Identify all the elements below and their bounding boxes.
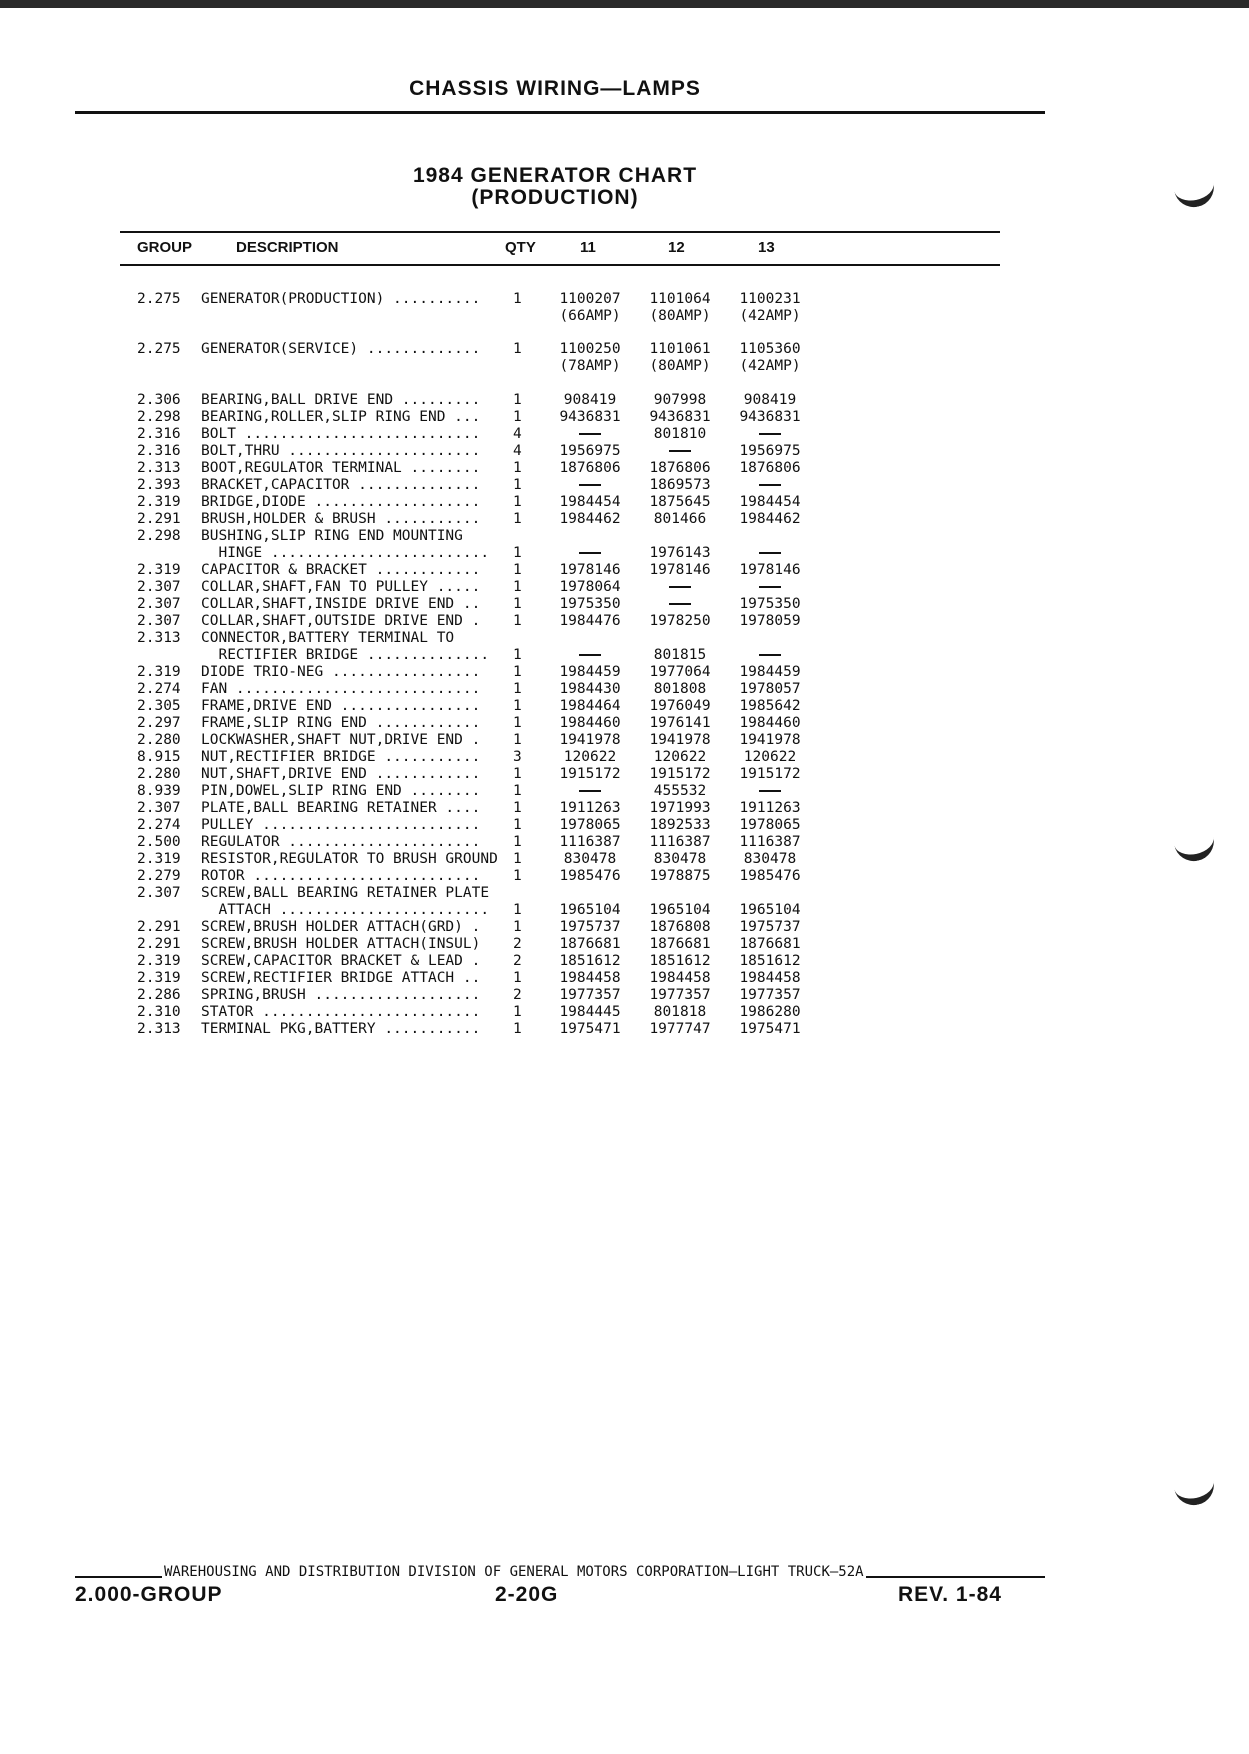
not-applicable-dash: [579, 433, 601, 435]
part-number-13: 120622: [743, 749, 797, 765]
part-description: COLLAR,SHAFT,INSIDE DRIVE END ..: [201, 596, 481, 612]
part-number-11: 1984476: [559, 613, 621, 629]
quantity: 1: [513, 596, 522, 612]
part-number-12: 1876681: [649, 936, 711, 952]
part-number-11: 1915172: [559, 766, 621, 782]
part-number-11: 1116387: [559, 834, 621, 850]
group-number: 8.915: [137, 749, 181, 765]
section-title-rule: [75, 111, 1045, 114]
part-number-13: 1985642: [739, 698, 801, 714]
quantity: 1: [513, 291, 522, 307]
part-number-12: 801808: [653, 681, 707, 697]
quantity: 1: [513, 545, 522, 561]
part-number-12: 830478: [653, 851, 707, 867]
group-number: 2.275: [137, 291, 181, 307]
quantity: 1: [513, 392, 522, 408]
part-number-12: [635, 443, 725, 460]
group-number: 2.316: [137, 426, 181, 442]
part-description: GENERATOR(PRODUCTION) ..........: [201, 291, 481, 307]
quantity: 1: [513, 834, 522, 850]
part-number-12: (80AMP): [649, 358, 711, 374]
part-number-11: [545, 426, 635, 443]
part-number-13: 1116387: [739, 834, 801, 850]
part-number-13: 1100231: [739, 291, 801, 307]
part-number-12: 1976143: [649, 545, 711, 561]
part-number-11: 1100250: [559, 341, 621, 357]
part-number-11: 1984454: [559, 494, 621, 510]
part-description: FAN ............................: [201, 681, 481, 697]
part-description: NUT,SHAFT,DRIVE END ............: [201, 766, 481, 782]
part-number-11: 1984464: [559, 698, 621, 714]
group-number: 2.319: [137, 953, 181, 969]
part-number-11: 120622: [563, 749, 617, 765]
part-number-13: 1975471: [739, 1021, 801, 1037]
quantity: 1: [513, 715, 522, 731]
group-number: 2.313: [137, 460, 181, 476]
group-number: 2.280: [137, 732, 181, 748]
part-number-12: 455532: [653, 783, 707, 799]
quantity: 3: [513, 749, 522, 765]
quantity: 1: [513, 562, 522, 578]
part-number-11: 1978064: [559, 579, 621, 595]
part-number-12: [635, 579, 725, 596]
part-number-13: 1984458: [739, 970, 801, 986]
group-number: 2.274: [137, 817, 181, 833]
quantity: 1: [513, 1004, 522, 1020]
part-number-12: 907998: [653, 392, 707, 408]
part-number-11: 1876806: [559, 460, 621, 476]
footer-revision: REV. 1-84: [898, 1583, 1002, 1606]
part-number-11: 1911263: [559, 800, 621, 816]
quantity: 1: [513, 409, 522, 425]
part-number-12: 1971993: [649, 800, 711, 816]
part-description: CAPACITOR & BRACKET ............: [201, 562, 481, 578]
not-applicable-dash: [759, 552, 781, 554]
not-applicable-dash: [579, 484, 601, 486]
quantity: 1: [513, 664, 522, 680]
quantity: 1: [513, 732, 522, 748]
part-number-12: 1976141: [649, 715, 711, 731]
part-number-11: 1978065: [559, 817, 621, 833]
not-applicable-dash: [669, 586, 691, 588]
part-description: GENERATOR(SERVICE) .............: [201, 341, 481, 357]
not-applicable-dash: [579, 790, 601, 792]
part-number-12: 801818: [653, 1004, 707, 1020]
binder-hole-mark-bottom: [1172, 1472, 1217, 1509]
group-number: 2.310: [137, 1004, 181, 1020]
part-number-13: 1851612: [739, 953, 801, 969]
part-number-13: [725, 579, 815, 596]
binder-hole-mark-top: [1172, 174, 1217, 211]
group-number: 2.316: [137, 443, 181, 459]
part-number-13: [725, 783, 815, 800]
part-number-13: 9436831: [739, 409, 801, 425]
not-applicable-dash: [579, 654, 601, 656]
part-number-12: 1977357: [649, 987, 711, 1003]
part-number-11: 908419: [563, 392, 617, 408]
part-description: SCREW,BRUSH HOLDER ATTACH(INSUL): [201, 936, 481, 952]
part-number-11: 1984460: [559, 715, 621, 731]
part-description: COLLAR,SHAFT,FAN TO PULLEY .....: [201, 579, 481, 595]
group-number: 8.939: [137, 783, 181, 799]
group-number: 2.291: [137, 936, 181, 952]
group-number: 2.275: [137, 341, 181, 357]
part-description: RESISTOR,REGULATOR TO BRUSH GROUND: [201, 851, 498, 867]
part-number-12: 9436831: [649, 409, 711, 425]
quantity: 1: [513, 817, 522, 833]
part-number-11: 1985476: [559, 868, 621, 884]
part-number-13: 1984454: [739, 494, 801, 510]
part-description: FRAME,DRIVE END ................: [201, 698, 481, 714]
part-number-11: (78AMP): [559, 358, 621, 374]
part-number-12: 1978875: [649, 868, 711, 884]
part-number-13: (42AMP): [739, 308, 801, 324]
table-header-top-rule: [120, 231, 1000, 233]
part-number-13: 1941978: [739, 732, 801, 748]
group-number: 2.297: [137, 715, 181, 731]
part-number-11: [545, 783, 635, 800]
group-number: 2.305: [137, 698, 181, 714]
part-description: STATOR .........................: [201, 1004, 481, 1020]
part-number-11: 1851612: [559, 953, 621, 969]
quantity: 1: [513, 647, 522, 663]
part-description: ATTACH ........................: [201, 902, 490, 918]
part-number-13: 1978065: [739, 817, 801, 833]
column-header-13: 13: [758, 239, 775, 256]
part-description: PIN,DOWEL,SLIP RING END ........: [201, 783, 481, 799]
part-description: SCREW,BRUSH HOLDER ATTACH(GRD) .: [201, 919, 481, 935]
group-number: 2.280: [137, 766, 181, 782]
group-number: 2.319: [137, 494, 181, 510]
part-number-12: 1984458: [649, 970, 711, 986]
part-description: REGULATOR ......................: [201, 834, 481, 850]
part-number-12: 1892533: [649, 817, 711, 833]
group-number: 2.307: [137, 579, 181, 595]
part-number-13: [725, 426, 815, 443]
group-number: 2.319: [137, 851, 181, 867]
quantity: 1: [513, 681, 522, 697]
part-description: PLATE,BALL BEARING RETAINER ....: [201, 800, 481, 816]
quantity: 1: [513, 919, 522, 935]
part-number-13: 1986280: [739, 1004, 801, 1020]
not-applicable-dash: [759, 433, 781, 435]
quantity: 1: [513, 477, 522, 493]
group-number: 2.393: [137, 477, 181, 493]
part-number-12: 1977747: [649, 1021, 711, 1037]
part-number-11: 1984445: [559, 1004, 621, 1020]
part-number-12: [635, 596, 725, 613]
section-title: CHASSIS WIRING—LAMPS: [409, 77, 701, 100]
group-number: 2.291: [137, 511, 181, 527]
part-number-13: 1978146: [739, 562, 801, 578]
group-number: 2.279: [137, 868, 181, 884]
chart-title: 1984 GENERATOR CHART: [412, 164, 698, 187]
column-header-12: 12: [668, 239, 685, 256]
part-description: BRIDGE,DIODE ...................: [201, 494, 481, 510]
part-number-11: 1965104: [559, 902, 621, 918]
part-description: COLLAR,SHAFT,OUTSIDE DRIVE END .: [201, 613, 481, 629]
quantity: 1: [513, 460, 522, 476]
part-number-13: 1876681: [739, 936, 801, 952]
part-number-12: 801810: [653, 426, 707, 442]
binder-hole-mark-middle: [1172, 828, 1217, 865]
part-description: ROTOR ..........................: [201, 868, 481, 884]
quantity: 1: [513, 341, 522, 357]
quantity: 2: [513, 953, 522, 969]
part-description: TERMINAL PKG,BATTERY ...........: [201, 1021, 481, 1037]
footer-page-number: 2-20G: [495, 1583, 559, 1606]
group-number: 2.286: [137, 987, 181, 1003]
part-number-13: [725, 545, 815, 562]
part-number-13: 1984459: [739, 664, 801, 680]
part-number-13: 1984462: [739, 511, 801, 527]
part-number-11: 1956975: [559, 443, 621, 459]
quantity: 1: [513, 851, 522, 867]
part-number-13: 1975737: [739, 919, 801, 935]
part-number-13: 1105360: [739, 341, 801, 357]
group-number: 2.319: [137, 664, 181, 680]
part-number-13: 908419: [743, 392, 797, 408]
chart-subtitle: (PRODUCTION): [471, 186, 639, 209]
footer-division-text: WAREHOUSING AND DISTRIBUTION DIVISION OF GENERAL MOTORS CORPORATION—LIGHT TRUCK—52A: [164, 1564, 864, 1580]
part-number-11: 830478: [563, 851, 617, 867]
group-number: 2.307: [137, 596, 181, 612]
group-number: 2.291: [137, 919, 181, 935]
part-description: PULLEY .........................: [201, 817, 481, 833]
part-number-13: 1978057: [739, 681, 801, 697]
part-description: CONNECTOR,BATTERY TERMINAL TO: [201, 630, 455, 646]
group-number: 2.307: [137, 800, 181, 816]
group-number: 2.319: [137, 970, 181, 986]
group-number: 2.307: [137, 885, 181, 901]
part-description: LOCKWASHER,SHAFT NUT,DRIVE END .: [201, 732, 481, 748]
part-number-12: 1101064: [649, 291, 711, 307]
part-description: BEARING,BALL DRIVE END .........: [201, 392, 481, 408]
part-description: SCREW,BALL BEARING RETAINER PLATE: [201, 885, 490, 901]
not-applicable-dash: [669, 603, 691, 605]
not-applicable-dash: [759, 484, 781, 486]
part-number-13: (42AMP): [739, 358, 801, 374]
part-number-12: 1965104: [649, 902, 711, 918]
not-applicable-dash: [759, 654, 781, 656]
part-number-11: 1876681: [559, 936, 621, 952]
part-number-13: [725, 647, 815, 664]
quantity: 1: [513, 579, 522, 595]
footer-group: 2.000-GROUP: [75, 1583, 223, 1606]
page-top-border: [0, 0, 1249, 8]
group-number: 2.319: [137, 562, 181, 578]
group-number: 2.307: [137, 613, 181, 629]
part-description: NUT,RECTIFIER BRIDGE ...........: [201, 749, 481, 765]
quantity: 2: [513, 936, 522, 952]
quantity: 1: [513, 902, 522, 918]
part-description: BEARING,ROLLER,SLIP RING END ...: [201, 409, 481, 425]
part-number-12: 1941978: [649, 732, 711, 748]
group-number: 2.274: [137, 681, 181, 697]
group-number: 2.500: [137, 834, 181, 850]
column-header-description: DESCRIPTION: [236, 239, 339, 256]
part-number-13: 1915172: [739, 766, 801, 782]
part-number-12: 1875645: [649, 494, 711, 510]
quantity: 1: [513, 1021, 522, 1037]
quantity: 1: [513, 698, 522, 714]
part-number-11: 1984430: [559, 681, 621, 697]
part-description: SCREW,CAPACITOR BRACKET & LEAD .: [201, 953, 481, 969]
part-number-12: 1978250: [649, 613, 711, 629]
part-number-11: [545, 545, 635, 562]
part-description: BRACKET,CAPACITOR ..............: [201, 477, 481, 493]
part-number-12: 1869573: [649, 477, 711, 493]
part-number-11: 1978146: [559, 562, 621, 578]
part-number-11: [545, 647, 635, 664]
part-number-13: 1985476: [739, 868, 801, 884]
part-number-12: 1876806: [649, 460, 711, 476]
part-number-13: 1978059: [739, 613, 801, 629]
part-number-13: 1984460: [739, 715, 801, 731]
group-number: 2.313: [137, 1021, 181, 1037]
part-number-11: 1100207: [559, 291, 621, 307]
part-description: RECTIFIER BRIDGE ..............: [201, 647, 490, 663]
quantity: 4: [513, 426, 522, 442]
part-description: BOOT,REGULATOR TERMINAL ........: [201, 460, 481, 476]
part-number-13: 1965104: [739, 902, 801, 918]
part-number-13: 1975350: [739, 596, 801, 612]
part-description: FRAME,SLIP RING END ............: [201, 715, 481, 731]
quantity: 4: [513, 443, 522, 459]
part-number-12: 1978146: [649, 562, 711, 578]
quantity: 1: [513, 970, 522, 986]
part-number-12: 1976049: [649, 698, 711, 714]
group-number: 2.306: [137, 392, 181, 408]
not-applicable-dash: [669, 450, 691, 452]
part-description: DIODE TRIO-NEG .................: [201, 664, 481, 680]
part-number-12: 1116387: [649, 834, 711, 850]
part-number-11: 1977357: [559, 987, 621, 1003]
part-number-12: 1101061: [649, 341, 711, 357]
not-applicable-dash: [759, 586, 781, 588]
part-number-12: (80AMP): [649, 308, 711, 324]
part-number-12: 801815: [653, 647, 707, 663]
group-number: 2.298: [137, 528, 181, 544]
part-number-11: 9436831: [559, 409, 621, 425]
part-number-11: 1975471: [559, 1021, 621, 1037]
quantity: 1: [513, 766, 522, 782]
group-number: 2.313: [137, 630, 181, 646]
part-number-11: 1941978: [559, 732, 621, 748]
part-description: HINGE .........................: [201, 545, 490, 561]
quantity: 1: [513, 511, 522, 527]
not-applicable-dash: [759, 790, 781, 792]
part-number-11: [545, 477, 635, 494]
quantity: 1: [513, 800, 522, 816]
part-number-12: 1977064: [649, 664, 711, 680]
part-number-13: 1977357: [739, 987, 801, 1003]
part-description: BOLT ...........................: [201, 426, 481, 442]
part-number-11: 1975737: [559, 919, 621, 935]
part-number-12: 1915172: [649, 766, 711, 782]
part-number-13: 1911263: [739, 800, 801, 816]
column-header-qty: QTY: [505, 239, 536, 256]
group-number: 2.298: [137, 409, 181, 425]
part-number-11: 1975350: [559, 596, 621, 612]
part-number-12: 1851612: [649, 953, 711, 969]
quantity: 1: [513, 868, 522, 884]
part-number-13: 1956975: [739, 443, 801, 459]
part-number-11: 1984459: [559, 664, 621, 680]
part-number-13: 830478: [743, 851, 797, 867]
part-number-12: 120622: [653, 749, 707, 765]
part-description: BUSHING,SLIP RING END MOUNTING: [201, 528, 463, 544]
quantity: 1: [513, 494, 522, 510]
part-description: SPRING,BRUSH ...................: [201, 987, 481, 1003]
not-applicable-dash: [579, 552, 601, 554]
part-description: BOLT,THRU ......................: [201, 443, 481, 459]
part-number-12: 1876808: [649, 919, 711, 935]
part-description: BRUSH,HOLDER & BRUSH ...........: [201, 511, 481, 527]
part-number-13: [725, 477, 815, 494]
column-header-group: GROUP: [137, 239, 193, 256]
part-number-11: 1984462: [559, 511, 621, 527]
quantity: 2: [513, 987, 522, 1003]
part-number-11: 1984458: [559, 970, 621, 986]
part-number-12: 801466: [653, 511, 707, 527]
quantity: 1: [513, 613, 522, 629]
quantity: 1: [513, 783, 522, 799]
part-description: SCREW,RECTIFIER BRIDGE ATTACH ..: [201, 970, 481, 986]
part-number-13: 1876806: [739, 460, 801, 476]
table-header-bottom-rule: [120, 264, 1000, 266]
part-number-11: (66AMP): [559, 308, 621, 324]
column-header-11: 11: [580, 239, 596, 256]
